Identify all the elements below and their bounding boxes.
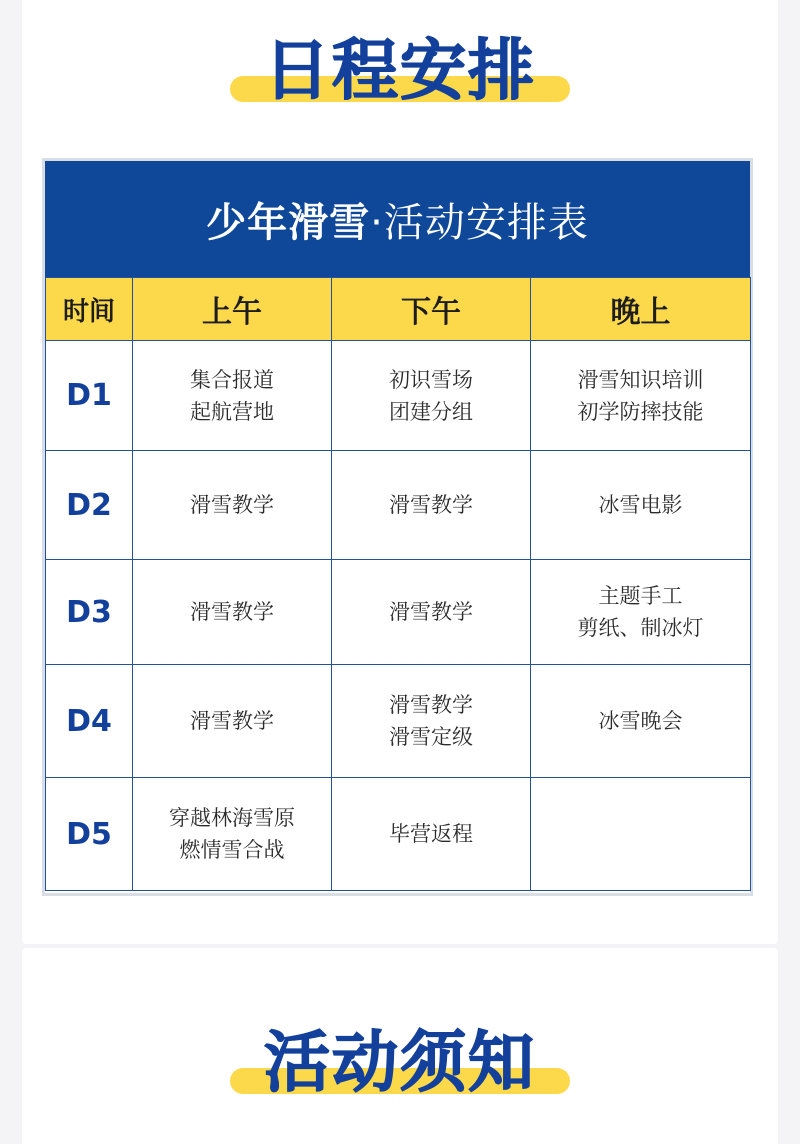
morning-cell xyxy=(133,451,332,560)
activity-text: 滑雪教学 xyxy=(190,493,274,517)
morning-cell xyxy=(133,560,332,665)
header-afternoon: 下午 xyxy=(332,278,531,341)
activity-text: 剪纸、制冰灯 xyxy=(577,616,704,640)
evening-cell xyxy=(531,341,751,451)
activity-text: 初识雪场 xyxy=(389,367,473,392)
header-row xyxy=(46,278,751,341)
evening-cell xyxy=(531,665,751,778)
afternoon-cell xyxy=(332,451,531,560)
evening-cell xyxy=(531,560,751,665)
notice-title: 活动须知 xyxy=(264,1024,536,1101)
activity-text: 滑雪教学 xyxy=(389,493,473,517)
day-label: D5 xyxy=(46,778,133,891)
activity-text: 滑雪教学 xyxy=(389,693,473,717)
schedule-heading xyxy=(22,32,778,109)
activity-text: 滑雪定级 xyxy=(389,725,473,749)
activity-text: 团建分组 xyxy=(389,399,473,424)
morning-cell xyxy=(133,341,332,451)
evening-cell xyxy=(531,778,751,891)
afternoon-cell xyxy=(332,560,531,665)
table-banner xyxy=(45,161,750,277)
banner-title-rest: ·活动安排表 xyxy=(370,199,589,246)
activity-text: 冰雪电影 xyxy=(598,493,683,517)
notice-heading xyxy=(22,1024,778,1101)
schedule-table xyxy=(45,277,751,891)
activity-text: 燃情雪合战 xyxy=(179,838,285,862)
header-evening: 晚上 xyxy=(531,278,751,341)
activity-text: 滑雪教学 xyxy=(190,709,274,733)
morning-cell xyxy=(133,778,332,891)
schedule-table-frame xyxy=(45,161,750,893)
activity-text: 滑雪教学 xyxy=(190,600,274,624)
day-label: D4 xyxy=(46,665,133,778)
day-label: D1 xyxy=(46,341,133,451)
day-label: D3 xyxy=(46,560,133,665)
table-row xyxy=(46,778,751,891)
afternoon-cell xyxy=(332,778,531,891)
morning-cell xyxy=(133,665,332,778)
day-label: D2 xyxy=(46,451,133,560)
afternoon-cell xyxy=(332,665,531,778)
notice-card xyxy=(22,948,778,1144)
activity-text: 毕营返程 xyxy=(389,822,473,846)
afternoon-cell xyxy=(332,341,531,451)
activity-text: 主题手工 xyxy=(598,584,683,608)
activity-text: 滑雪知识培训 xyxy=(577,367,704,392)
activity-text: 穿越林海雪原 xyxy=(169,806,295,830)
header-morning: 上午 xyxy=(133,278,332,341)
activity-text: 起航营地 xyxy=(190,399,274,424)
activity-text: 冰雪晚会 xyxy=(598,709,683,733)
schedule-title: 日程安排 xyxy=(264,32,536,109)
table-row xyxy=(46,341,751,451)
table-row xyxy=(46,665,751,778)
schedule-card xyxy=(22,0,778,944)
activity-text: 集合报道 xyxy=(190,367,274,392)
activity-text: 初学防摔技能 xyxy=(577,399,704,424)
activity-text: 滑雪教学 xyxy=(389,600,473,624)
table-row xyxy=(46,560,751,665)
header-time: 时间 xyxy=(46,278,133,341)
banner-title-bold: 少年滑雪 xyxy=(206,199,371,246)
evening-cell xyxy=(531,451,751,560)
table-row xyxy=(46,451,751,560)
